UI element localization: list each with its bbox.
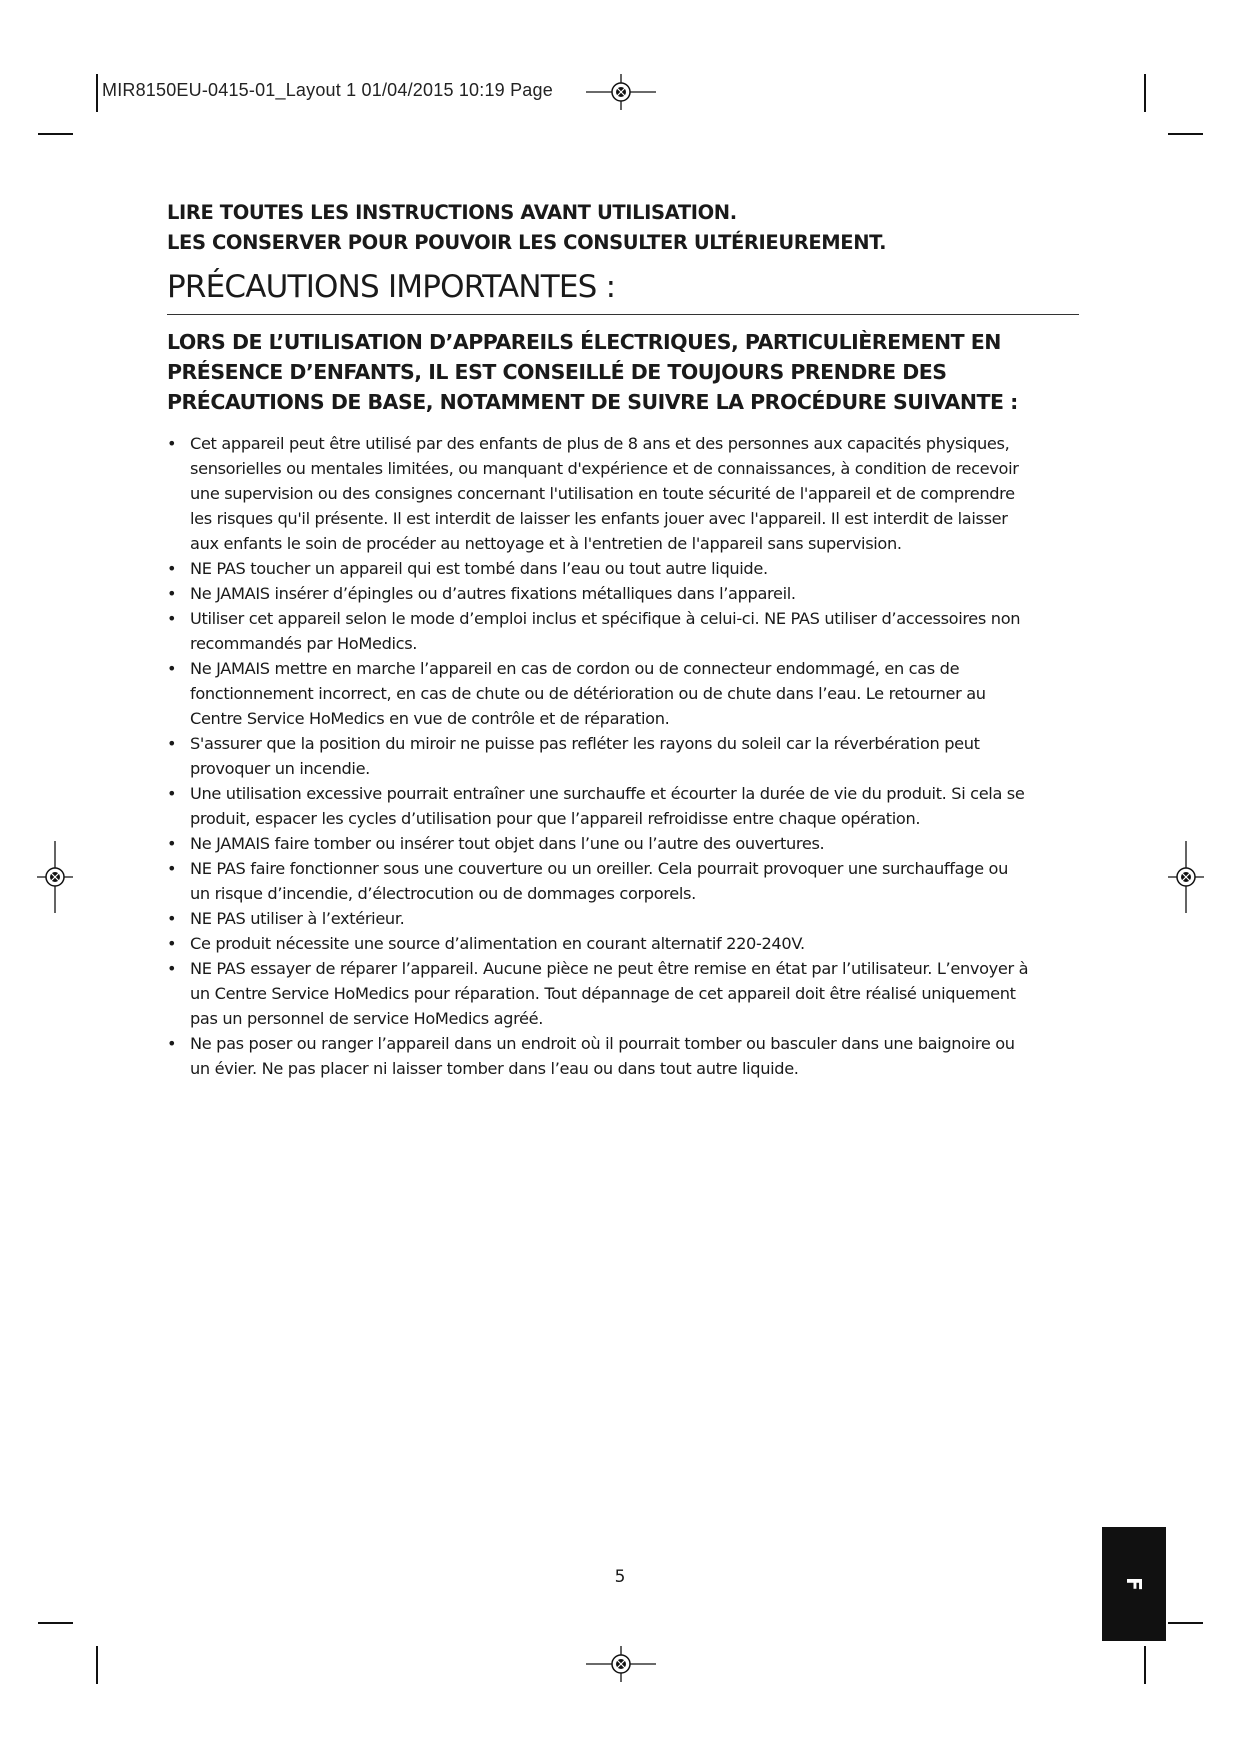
precaution-text-line: un risque d’incendie, d’électrocution ou de dommages corporels.	[190, 884, 696, 903]
precaution-text-line: Ce produit nécessite une source d’alimentation en courant alternatif 220-240V.	[190, 934, 805, 953]
crop-mark-top-left-horizontal	[38, 133, 73, 135]
precaution-text-line: NE PAS toucher un appareil qui est tombé dans l’eau ou tout autre liquide.	[190, 559, 768, 578]
precaution-text-line: Cet appareil peut être utilisé par des enfants de plus de 8 ans et des personnes aux capacités physiques,	[190, 434, 1010, 453]
precaution-text-line: Centre Service HoMedics en vue de contrôle et de réparation.	[190, 709, 670, 728]
precaution-item	[167, 831, 1079, 856]
bullet-icon: •	[167, 859, 177, 878]
precaution-text-line: NE PAS faire fonctionner sous une couverture ou un oreiller. Cela pourrait provoquer une surchauffage ou	[190, 859, 1008, 878]
intro-line-1: LIRE TOUTES LES INSTRUCTIONS AVANT UTILISATION.	[167, 201, 737, 224]
precaution-text-line: les risques qu'il présente. Il est interdit de laisser les enfants jouer avec l'appareil. Il est interdit de laisser	[190, 509, 1008, 528]
warning-line-2: PRÉSENCE D’ENFANTS, IL EST CONSEILLÉ DE TOUJOURS PRENDRE DES	[167, 360, 947, 384]
precaution-item	[167, 781, 1079, 831]
precaution-item	[167, 656, 1079, 731]
crop-mark-bottom-right-vertical	[1144, 1646, 1146, 1684]
precaution-text-line: produit, espacer les cycles d’utilisation pour que l’appareil refroidisse entre chaque opération.	[190, 809, 921, 828]
precaution-item	[167, 956, 1079, 1031]
precautions-list	[167, 431, 1079, 1081]
precaution-text-line: Une utilisation excessive pourrait entraîner une surchauffe et écourter la durée de vie du produit. Si cela se	[190, 784, 1025, 803]
precaution-text-line: sensorielles ou mentales limitées, ou manquant d'expérience et de connaissances, à condition de recevoir	[190, 459, 1019, 478]
precaution-text-line: NE PAS essayer de réparer l’appareil. Aucune pièce ne peut être remise en état par l’utilisateur. L’envoyer à	[190, 959, 1029, 978]
crop-mark-bottom-right-horizontal	[1168, 1622, 1203, 1624]
precaution-text-line: Ne JAMAIS mettre en marche l’appareil en cas de cordon ou de connecteur endommagé, en cas de	[190, 659, 960, 678]
bullet-icon: •	[167, 734, 177, 753]
bullet-icon: •	[167, 559, 177, 578]
bullet-icon: •	[167, 934, 177, 953]
precaution-text-line: aux enfants le soin de procéder au nettoyage et à l'entretien de l'appareil sans supervision.	[190, 534, 902, 553]
warning-line-1: LORS DE L’UTILISATION D’APPAREILS ÉLECTRIQUES, PARTICULIÈREMENT EN	[167, 330, 1001, 354]
precaution-text-line: fonctionnement incorrect, en cas de chute ou de détérioration ou de chute dans l’eau. Le retourner au	[190, 684, 986, 703]
precaution-item	[167, 731, 1079, 781]
precaution-text-line: un Centre Service HoMedics pour réparation. Tout dépannage de cet appareil doit être réalisé uniquement	[190, 984, 1016, 1003]
precaution-item	[167, 606, 1079, 656]
crop-mark-top-left-vertical	[96, 74, 98, 112]
precaution-text-line: pas un personnel de service HoMedics agréé.	[190, 1009, 544, 1028]
intro-heading	[167, 198, 1079, 258]
precaution-item	[167, 431, 1079, 556]
crop-mark-bottom-left-vertical	[96, 1646, 98, 1684]
registration-mark-bottom-icon	[586, 1642, 656, 1686]
page-number: 5	[614, 1567, 626, 1587]
bullet-icon: •	[167, 434, 177, 453]
registration-mark-left-icon	[33, 841, 77, 913]
bullet-icon: •	[167, 959, 177, 978]
crop-mark-bottom-left-horizontal	[38, 1622, 73, 1624]
language-tab-label: F	[1121, 1577, 1146, 1591]
bullet-icon: •	[167, 584, 177, 603]
precaution-text-line: recommandés par HoMedics.	[190, 634, 418, 653]
precaution-text-line: S'assurer que la position du miroir ne puisse pas refléter les rayons du soleil car la réverbération peut	[190, 734, 980, 753]
registration-mark-top-icon	[586, 70, 656, 114]
language-tab	[1102, 1527, 1166, 1641]
precaution-text-line: NE PAS utiliser à l’extérieur.	[190, 909, 405, 928]
registration-mark-right-icon	[1164, 841, 1208, 913]
precaution-text-line: un évier. Ne pas placer ni laisser tomber dans l’eau ou dans tout autre liquide.	[190, 1059, 799, 1078]
precaution-item	[167, 581, 1079, 606]
precaution-text-line: Utiliser cet appareil selon le mode d’emploi inclus et spécifique à celui-ci. NE PAS utiliser d’accessoires non	[190, 609, 1021, 628]
precaution-item	[167, 1031, 1079, 1081]
bullet-icon: •	[167, 909, 177, 928]
precaution-text-line: Ne JAMAIS faire tomber ou insérer tout objet dans l’une ou l’autre des ouvertures.	[190, 834, 825, 853]
page-title: PRÉCAUTIONS IMPORTANTES :	[167, 266, 1079, 315]
precaution-text-line: provoquer un incendie.	[190, 759, 370, 778]
precaution-item	[167, 556, 1079, 581]
main-content	[167, 198, 1079, 1081]
bullet-icon: •	[167, 1034, 177, 1053]
print-slug-line: MIR8150EU-0415-01_Layout 1 01/04/2015 10:19 Page	[102, 80, 553, 100]
precaution-item	[167, 906, 1079, 931]
crop-mark-top-right-vertical	[1144, 74, 1146, 112]
bullet-icon: •	[167, 784, 177, 803]
bullet-icon: •	[167, 659, 177, 678]
precaution-item	[167, 856, 1079, 906]
precaution-text-line: Ne JAMAIS insérer d’épingles ou d’autres fixations métalliques dans l’appareil.	[190, 584, 796, 603]
precaution-text-line: Ne pas poser ou ranger l’appareil dans un endroit où il pourrait tomber ou basculer dans une baignoire ou	[190, 1034, 1015, 1053]
precaution-item	[167, 931, 1079, 956]
bullet-icon: •	[167, 609, 177, 628]
intro-line-2: LES CONSERVER POUR POUVOIR LES CONSULTER ULTÉRIEUREMENT.	[167, 231, 887, 254]
precaution-text-line: une supervision ou des consignes concernant l'utilisation en toute sécurité de l'appareil et de comprendre	[190, 484, 1015, 503]
bullet-icon: •	[167, 834, 177, 853]
safety-warning-heading	[167, 327, 1079, 417]
warning-line-3: PRÉCAUTIONS DE BASE, NOTAMMENT DE SUIVRE LA PROCÉDURE SUIVANTE :	[167, 390, 1018, 414]
crop-mark-top-right-horizontal	[1168, 133, 1203, 135]
